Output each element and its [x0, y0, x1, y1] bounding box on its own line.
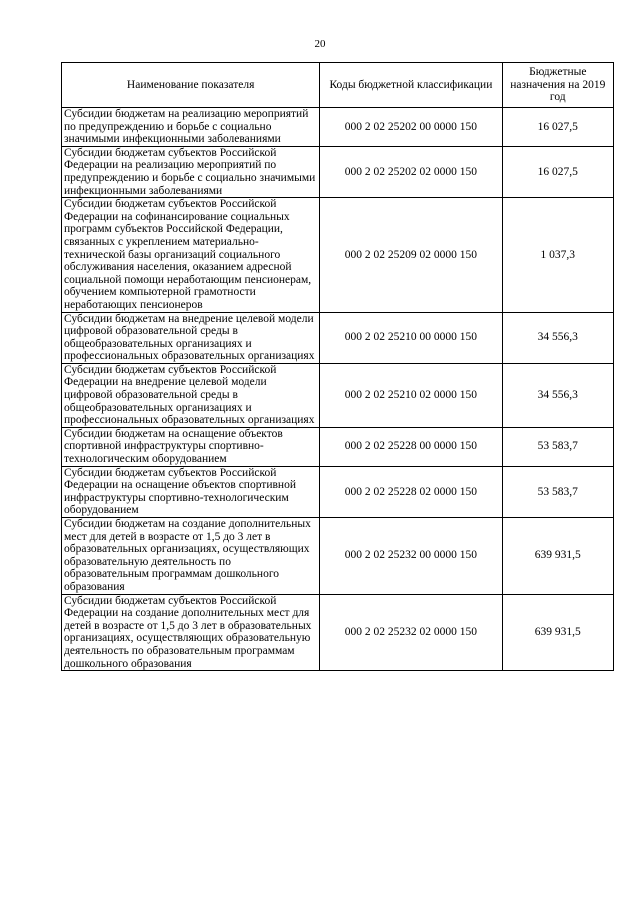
row-code: 000 2 02 25232 02 0000 150: [320, 594, 502, 671]
table-row: [62, 108, 614, 147]
row-code: 000 2 02 25202 02 0000 150: [320, 146, 502, 197]
column-header-name: Наименование показателя: [62, 63, 320, 108]
table-row: [62, 466, 614, 517]
row-name: Субсидии бюджетам субъектов Российской Федерации на создание дополнительных мест для детей в возрасте от 1,5 до 3 лет в образовательных организациях, осуществляющих образовательную деятельность по образовательным программам дошкольного образования: [62, 594, 320, 671]
row-code: 000 2 02 25210 02 0000 150: [320, 363, 502, 427]
budget-table: [61, 62, 614, 671]
row-name: Субсидии бюджетам субъектов Российской Федерации на оснащение объектов спортивной инфраструктуры спортивно-технологическим оборудованием: [62, 466, 320, 517]
table-row: [62, 363, 614, 427]
row-code: 000 2 02 25210 00 0000 150: [320, 312, 502, 363]
table-row: [62, 312, 614, 363]
row-amount: 34 556,3: [502, 363, 613, 427]
row-amount: 639 931,5: [502, 594, 613, 671]
table-row: [62, 146, 614, 197]
row-amount: 1 037,3: [502, 198, 613, 312]
row-amount: 16 027,5: [502, 146, 613, 197]
column-header-amount: Бюджетные назначения на 2019 год: [502, 63, 613, 108]
row-code: 000 2 02 25232 00 0000 150: [320, 518, 502, 595]
row-amount: 53 583,7: [502, 427, 613, 466]
row-name: Субсидии бюджетам субъектов Российской Федерации на софинансирование социальных программ субъектов Российской Федерации, связанных с укреплением материально-технической базы организаций социального обслуживания населения, оказанием адресной социальной помощи неработающим пенсионерам, обучением компьютерной грамотности неработающих пенсионеров: [62, 198, 320, 312]
row-amount: 34 556,3: [502, 312, 613, 363]
page-number: 20: [314, 38, 326, 50]
row-amount: 639 931,5: [502, 518, 613, 595]
row-amount: 16 027,5: [502, 108, 613, 147]
row-name: Субсидии бюджетам на оснащение объектов спортивной инфраструктуры спортивно-технологическим оборудованием: [62, 427, 320, 466]
table-header-row: [62, 63, 614, 108]
row-code: 000 2 02 25209 02 0000 150: [320, 198, 502, 312]
row-code: 000 2 02 25228 00 0000 150: [320, 427, 502, 466]
table-row: [62, 198, 614, 312]
table-row: [62, 427, 614, 466]
column-header-code: Коды бюджетной классификации: [320, 63, 502, 108]
row-name: Субсидии бюджетам на создание дополнительных мест для детей в возрасте от 1,5 до 3 лет в образовательных организациях, осуществляющих образовательную деятельность по образовательным программам дошкольного образования: [62, 518, 320, 595]
row-code: 000 2 02 25228 02 0000 150: [320, 466, 502, 517]
row-name: Субсидии бюджетам субъектов Российской Федерации на реализацию мероприятий по предупреждению и борьбе с социально значимыми инфекционными заболеваниями: [62, 146, 320, 197]
table-row: [62, 518, 614, 595]
row-name: Субсидии бюджетам на реализацию мероприятий по предупреждению и борьбе с социально значимыми инфекционными заболеваниями: [62, 108, 320, 147]
table-row: [62, 594, 614, 671]
row-name: Субсидии бюджетам на внедрение целевой модели цифровой образовательной среды в общеобразовательных организациях и профессиональных образовательных организациях: [62, 312, 320, 363]
row-amount: 53 583,7: [502, 466, 613, 517]
row-name: Субсидии бюджетам субъектов Российской Федерации на внедрение целевой модели цифровой образовательной среды в общеобразовательных организациях и профессиональных образовательных организациях: [62, 363, 320, 427]
row-code: 000 2 02 25202 00 0000 150: [320, 108, 502, 147]
